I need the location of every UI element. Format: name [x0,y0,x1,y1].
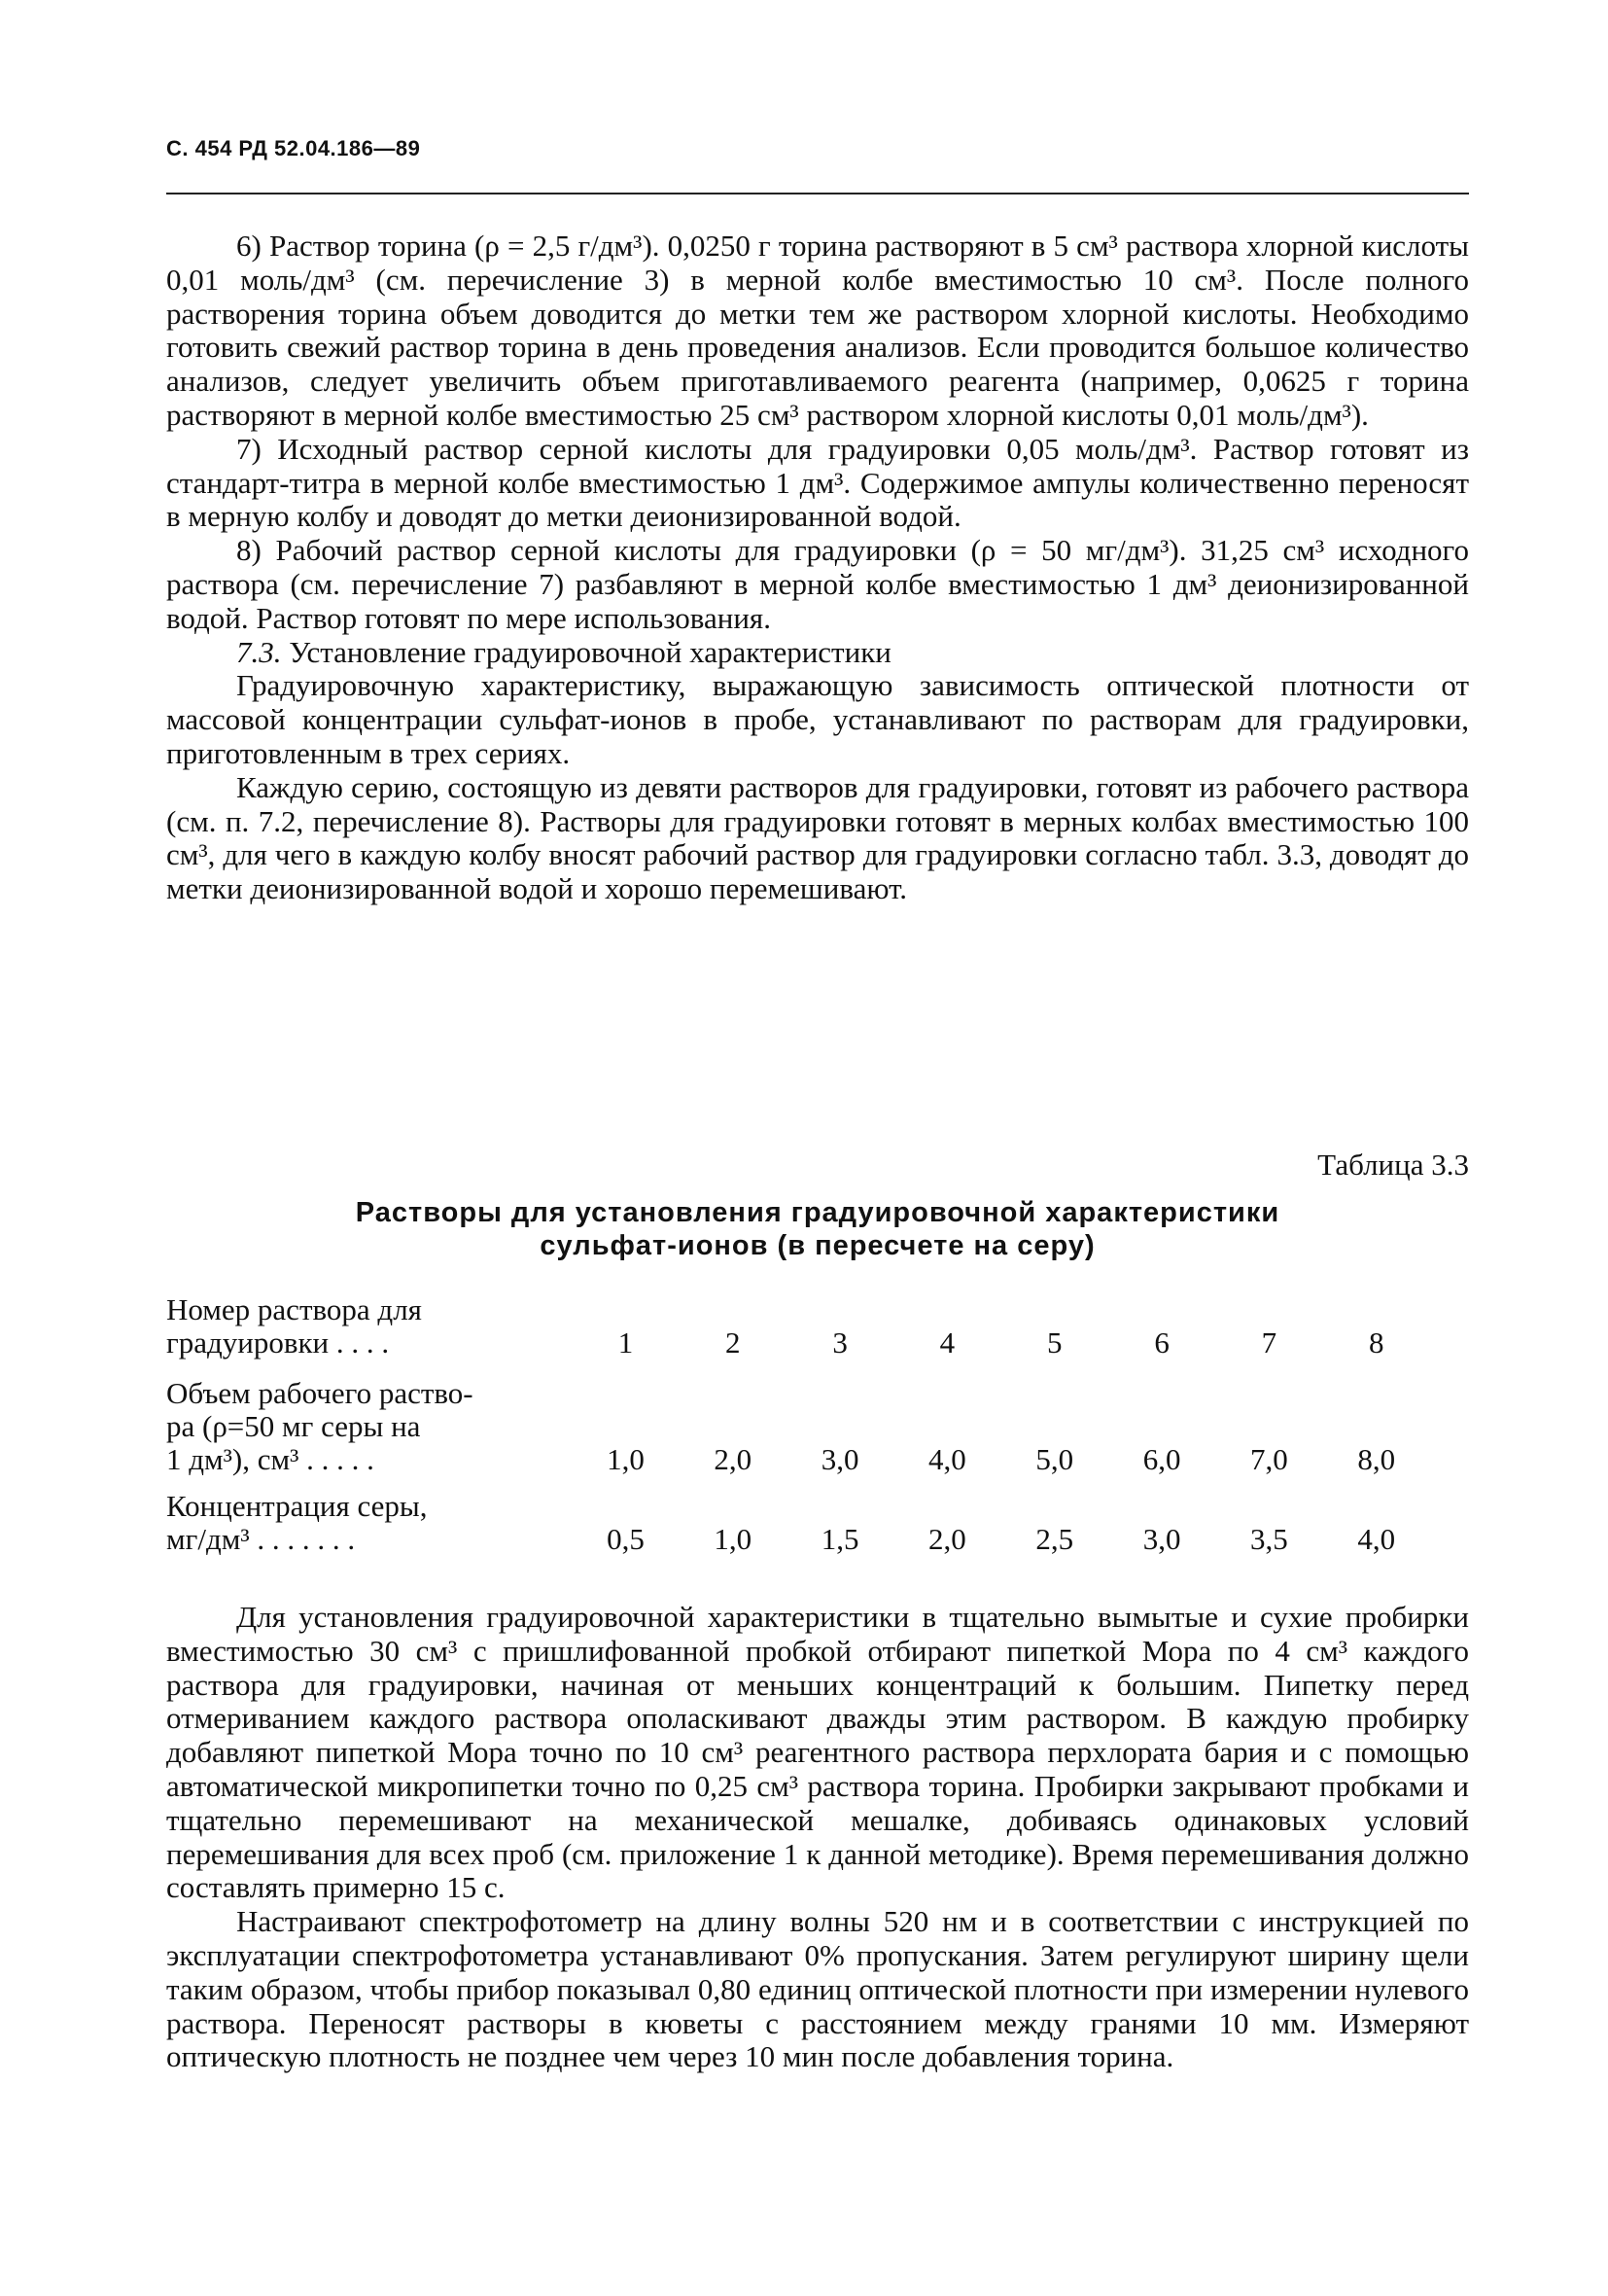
paragraph-item-8: 8) Рабочий раствор серной кислоты для градуировки (ρ = 50 мг/дм³). 31,25 см³ исходного раствора (см. перечисление 7) разбавляют в мерной колбе вместимостью 1 дм³ деионизированной водой. Раствор готовят по мере использования. [166,533,1469,635]
table-cell: 8,0 [1357,1442,1396,1476]
paragraph-spectrophotometer: Настраивают спектрофотометр на длину волны 520 нм и в соответствии с инструкцией по эксплуатации спектрофотометра устанавливают 0% пропускания. Затем регулируют ширину щели таким образом, чтобы прибор показывал 0,80 единиц оптической плотности при измерении нулевого раствора. Переносят растворы в кюветы с расстоянием между гранями 10 мм. Измеряют оптическую плотность не позднее чем через 10 мин после добавления торина. [166,1904,1469,2074]
row-label [166,1360,572,1476]
table-cell: 4,0 [928,1442,966,1476]
table-cell: 5,0 [1035,1442,1074,1476]
row-label-line: Концентрация серы, [166,1489,428,1523]
row-label-line: Номер раствора для [166,1292,422,1326]
subsection-heading [166,636,1469,670]
header-rule [166,193,1469,194]
table-cell: 1,5 [821,1522,859,1556]
table-cell: 3 [832,1325,848,1360]
row-label-line: Объем рабочего раство- [166,1376,473,1410]
paragraph-item-6: 6) Раствор торина (ρ = 2,5 г/дм³). 0,0250 г торина растворяют в 5 см³ раствора хлорной кислоты 0,01 моль/дм³ (см. перечисление 3) в мерной колбе вместимостью 10 см³. После полного растворения торина объем доводится до метки тем же раствором хлорной кислоты. Необходимо готовить свежий раствор торина в день проведения анализов. Если проводится большое количество анализов, следует увеличить объем приготавливаемого реагента (например, 0,0625 г торина растворяют в мерной колбе вместимостью 25 см³ раствором хлорной кислоты 0,01 моль/дм³). [166,229,1469,432]
table-cell: 3,5 [1250,1522,1288,1556]
row-label [166,1280,572,1360]
table-cell: 2 [725,1325,741,1360]
page-header: С. 454 РД 52.04.186—89 [166,136,421,160]
row-label-line: градуировки . . . . [166,1325,390,1360]
table-cell: 2,0 [714,1442,752,1476]
table-cell: 1 [617,1325,634,1360]
paragraph-calibration-intro: Градуировочную характеристику, выражающую зависимость оптической плотности от массовой концентрации сульфат-ионов в пробе, устанавливают по растворам для градуировки, приготовленным в трех сериях. [166,668,1469,770]
table-cell: 3,0 [1142,1522,1181,1556]
table-cell: 4,0 [1357,1522,1396,1556]
subsection-title: Установление градуировочной характеристики [289,634,891,669]
paragraph-calibration-series: Каждую серию, состоящую из девяти растворов для градуировки, готовят из рабочего раствора (см. п. 7.2, перечисление 8). Растворы для градуировки готовят в мерных колбах вместимостью 100 см³, для чего в каждую колбу вносят рабочий раствор для градуировки согласно табл. 3.3, доводят до метки деионизированной водой и хорошо перемешивают. [166,769,1469,906]
subsection-number: 7.3. [236,634,282,669]
table-cell: 2,5 [1035,1522,1074,1556]
table-cell: 2,0 [928,1522,966,1556]
table-row [166,1280,1430,1360]
table-row [166,1476,1430,1556]
table-cell: 8 [1369,1325,1384,1360]
row-label [166,1476,572,1556]
body-top [166,230,1469,906]
table-cell: 5 [1047,1325,1063,1360]
table-cell: 7 [1261,1325,1277,1360]
calibration-table [166,1280,1430,1556]
table-cell: 7,0 [1250,1442,1288,1476]
table-cell: 0,5 [607,1522,645,1556]
table-caption: Таблица 3.3 [1317,1148,1469,1182]
table-cell: 3,0 [821,1442,859,1476]
table-title [166,1196,1469,1262]
table-cell: 4 [939,1325,956,1360]
row-label-line: мг/дм³ . . . . . . . [166,1522,356,1556]
row-label-line: ра (ρ=50 мг серы на [166,1409,421,1443]
paragraph-item-7: 7) Исходный раствор серной кислоты для градуировки 0,05 моль/дм³. Раствор готовят из стандарт-титра в мерной колбе вместимостью 1 дм³. Содержимое ампулы количественно переносят в мерную колбу и доводят до метки деионизированной водой. [166,431,1469,534]
body-bottom [166,1601,1469,2074]
table-cell: 6,0 [1142,1442,1181,1476]
table-title-line-1: Растворы для установления градуировочной характеристики [355,1197,1280,1228]
table-cell: 6 [1154,1325,1170,1360]
table-title-line-2: сульфат-ионов (в пересчете на серу) [540,1230,1096,1261]
table-cell: 1,0 [714,1522,752,1556]
table-row [166,1360,1430,1476]
paragraph-procedure: Для установления градуировочной характеристики в тщательно вымытые и сухие пробирки вместимостью 30 см³ с пришлифованной пробкой отбирают пипеткой Мора по 4 см³ каждого раствора для градуировки, начиная от меньших концентраций к большим. Пипетку перед отмериванием каждого раствора ополаскивают дважды этим раствором. В каждую пробирку добавляют пипеткой Мора точно по 10 см³ реагентного раствора перхлората бария и с помощью автоматической микропипетки точно по 0,25 см³ раствора торина. Пробирки закрывают пробками и тщательно перемешивают на механической мешалке, добиваясь одинаковых условий перемешивания для всех проб (см. приложение 1 к данной методике). Время перемешивания должно составлять примерно 15 с. [166,1600,1469,1905]
table-cell: 1,0 [607,1442,645,1476]
row-label-line: 1 дм³), см³ . . . . . [166,1442,374,1476]
